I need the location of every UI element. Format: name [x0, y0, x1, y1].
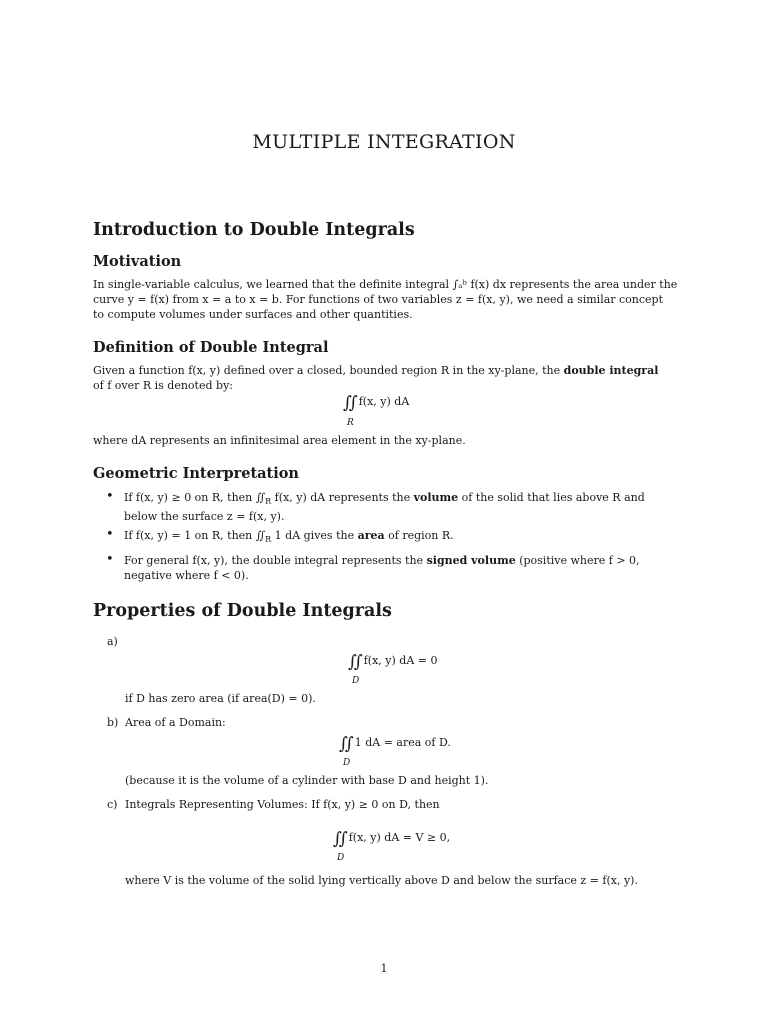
property-c-equation — [333, 829, 450, 849]
definition-line-2: of f over R is denoted by: — [93, 379, 233, 392]
subsection-heading-motivation: Motivation — [93, 253, 182, 270]
bullet-2-region: R — [265, 535, 272, 545]
property-c-label: c) — [107, 798, 118, 811]
definition-paragraph — [93, 363, 675, 393]
bullet-3-bold: signed volume — [426, 554, 516, 567]
double-integral-symbol: ∫∫ — [348, 652, 360, 672]
bullet-1-text-a: If f(x, y) ≥ 0 on R, then ∬ — [124, 491, 266, 504]
bullet-icon: • — [106, 552, 114, 567]
property-b-equation — [339, 734, 451, 754]
definition-after-paragraph — [93, 433, 675, 448]
page-number: 1 — [380, 962, 388, 975]
bullet-1-bold: volume — [413, 491, 459, 504]
subsection-heading-definition: Definition of Double Integral — [93, 339, 329, 356]
definition-integrand: f(x, y) dA — [358, 395, 410, 408]
definition-region-label: R — [347, 418, 354, 428]
section-heading-intro: Introduction to Double Integrals — [93, 220, 415, 240]
bullet-1-region: R — [265, 497, 272, 507]
motivation-line-2: curve y = f(x) from x = a to x = b. For functions of two variables z = f(x, y), we need a similar concept — [93, 293, 664, 306]
bullet-2-text-b: 1 dA gives the — [271, 529, 358, 542]
double-integral-symbol: ∫∫ — [339, 734, 351, 754]
bullet-1-line-2: below the surface z = f(x, y). — [124, 510, 285, 524]
definition-after-line: where dA represents an infinitesimal area element in the xy-plane. — [93, 434, 466, 447]
property-c-after: where V is the volume of the solid lying vertically above D and below the surface z = f(x, y). — [125, 874, 638, 887]
motivation-line-3: to compute volumes under surfaces and other quantities. — [93, 308, 413, 321]
property-c-eq-text: f(x, y) dA = V ≥ 0, — [348, 831, 451, 844]
definition-equation — [343, 393, 409, 413]
double-integral-term: double integral — [563, 364, 659, 377]
bullet-2-text-c: of region R. — [384, 529, 454, 542]
property-a-label: a) — [107, 635, 118, 648]
property-b-label: b) — [107, 716, 119, 729]
property-a-after: if D has zero area (if area(D) = 0). — [125, 692, 316, 705]
property-c-text: Integrals Representing Volumes: If f(x, y) ≥ 0 on D, then — [125, 798, 440, 811]
property-b-region: D — [343, 758, 351, 768]
definition-line-1: Given a function f(x, y) defined over a closed, bounded region R in the xy-plane, the — [93, 364, 564, 377]
double-integral-symbol: ∫∫ — [343, 393, 355, 413]
motivation-paragraph — [93, 277, 678, 322]
property-b-eq-text: 1 dA = area of D. — [354, 736, 451, 749]
bullet-1-text-c: of the solid that lies above R and — [458, 491, 645, 504]
double-integral-symbol: ∫∫ — [333, 829, 345, 849]
property-a-equation — [348, 652, 437, 672]
bullet-3-text-c: (positive where f > 0, — [515, 554, 640, 567]
property-b-text: Area of a Domain: — [125, 716, 226, 729]
property-a-eq-text: f(x, y) dA = 0 — [363, 654, 438, 667]
bullet-2-bold: area — [357, 529, 385, 542]
bullet-icon: • — [106, 527, 114, 542]
bullet-3-line-2: negative where f < 0). — [124, 569, 249, 582]
property-a-region: D — [352, 676, 360, 686]
motivation-line-1: In single-variable calculus, we learned that the definite integral ∫ₐᵇ f(x) dx represents the area under the — [93, 278, 678, 291]
bullet-icon: • — [106, 489, 114, 504]
bullet-3-text-a: For general f(x, y), the double integral represents the — [124, 554, 427, 567]
bullet-1-text-b: f(x, y) dA represents the — [271, 491, 414, 504]
bullet-2-text-a: If f(x, y) = 1 on R, then ∬ — [124, 529, 266, 542]
subsection-heading-geometric: Geometric Interpretation — [93, 465, 299, 482]
property-b-after: (because it is the volume of a cylinder with base D and height 1). — [125, 774, 489, 787]
document-title: MULTIPLE INTEGRATION — [252, 131, 516, 153]
section-heading-properties: Properties of Double Integrals — [93, 601, 392, 621]
property-c-region: D — [337, 853, 345, 863]
